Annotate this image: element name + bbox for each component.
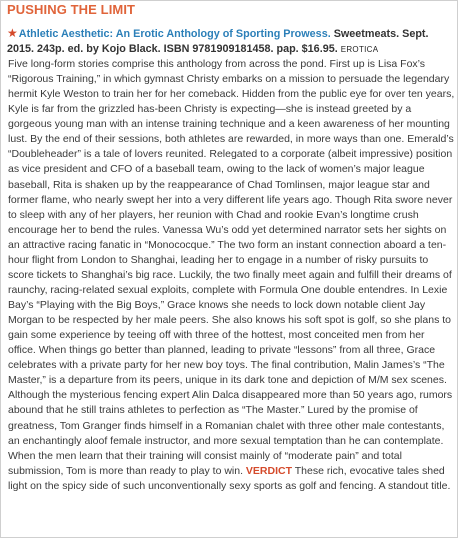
section-heading: PUSHING THE LIMIT	[7, 2, 136, 17]
book-header	[7, 26, 453, 57]
review-text	[8, 57, 455, 494]
book-title: Athletic Aesthetic: An Erotic Anthology of Sporting Prowess.	[18, 28, 331, 40]
publication-info: Sweetmeats. Sept. 2015. 243p. ed. by Kojo Black. ISBN 9781909181458. pap. $16.95.	[7, 28, 429, 55]
verdict-text: These rich, evocative tales shed light on the spicy side of such unconventionally sexy sports as golf and fencing. A standout title.	[8, 464, 451, 492]
star-icon: ★	[7, 26, 18, 40]
genre-label: EROTICA	[340, 45, 379, 54]
verdict-label: VERDICT	[245, 464, 293, 477]
heading-divider	[7, 21, 449, 22]
review-body: Five long-form stories comprise this anthology from across the pond. First up is Lisa Fox’s “Rigorous Training,” in which gymnast Christy embarks on a mission to persuade the legendary hermit Kyle Weston to train her for her comeback. Hidden from the public eye for over ten years, Kyle is far from the grizzled has-been Christy is expecting—she is instead greeted by a gorgeous young man with an intense training technique and a keen awareness of her mounting lust. By the end of their sessions, both athletes are rewarded, in more ways than one. Emerald’s “Doubleheader” is a tale of lovers reunited. Relegated to a corporate (albeit impressive) position as vice president and CFO of a baseball team, owing to the lack of women’s major league baseball, Rita is shaken up by the reappearance of Chad Tomlinsen, major league star and former flame, who nearly swept her into a very different life years ago. Though Rita swore never to sleep with any of her players, her reunion with Chad and rookie Evan’s longtime crush encourage her to bend the rules. Vanessa Wu’s odd yet determined narrator sets her sights on an attractive racing fanatic in “Monococque.” The two form an instant connection aboard a ten-hour flight from London to Shanghai, leading her to engage in a number of risky pursuits to score tickets to Shanghai’s big race. Luckily, the two finally meet again and fulfill their dreams of raunchy, racing-related sexual exploits, complete with Formula One double entendres. In Lexie Bay’s “Playing with the Big Boys,” Grace knows she needs to lock down notable client Jay Morgan to be respected by her male peers. She also knows his soft spot is golf, so she plans to gain some experience by teeing off with three of the hottest, most conceited men from her office. When things go better than planned, leading to private “lessons” from all three, Grace celebrates with a private party for her new boy toys. The final contribution, Malin James’s “The Master,” is a departure from its peers, unique in its dark tone and depiction of M/M sex scenes. Although the mysterious fencing expert Alin Dalca disappeared more than 50 years ago, rumors abound that he still trains athletes to perfection as “The Master.” Lured by the promise of greatness, Tom Granger finds himself in a Romanian chalet with three other male contestants, an enchantingly aloof female instructor, and more sexual temptation than he can contemplate. When the men learn that their training will consist mainly of “moderate pain” and total submission, Tom is more than ready to play to win.	[8, 58, 455, 477]
